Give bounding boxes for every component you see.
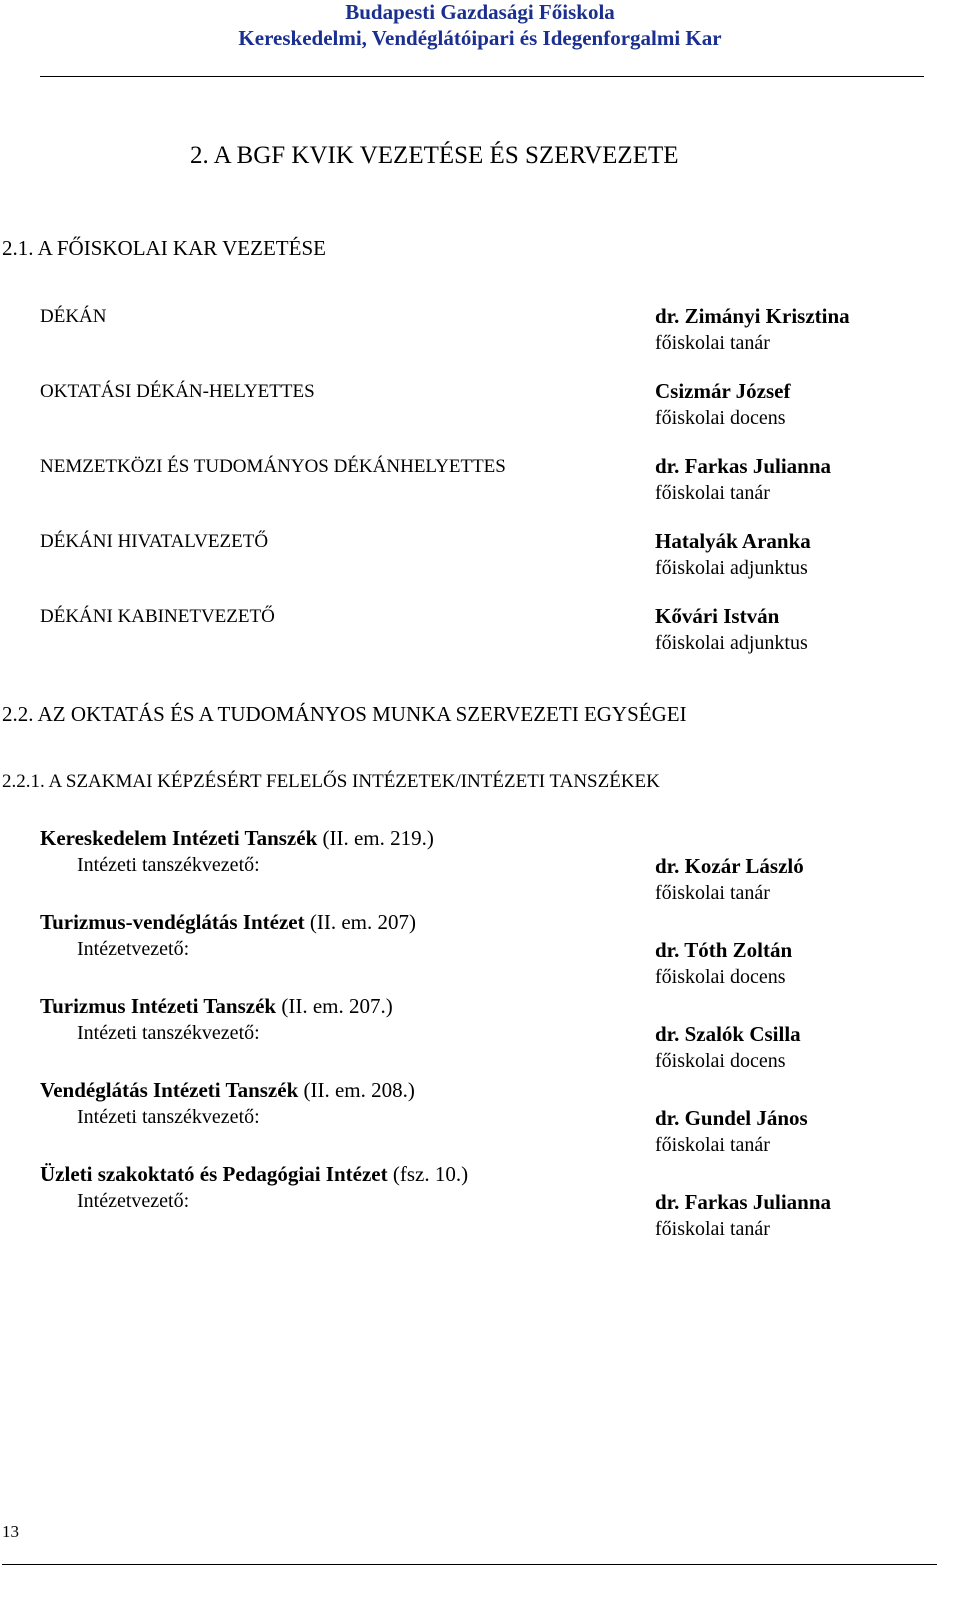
unit-lead-role: Intézeti tanszékvezető: xyxy=(77,1022,260,1044)
unit-lead-person: dr. Kozár László xyxy=(655,854,804,878)
role-label: DÉKÁN xyxy=(40,306,107,327)
section-heading-2-2 xyxy=(2,702,687,727)
header-faculty: Kereskedelmi, Vendéglátóipari és Idegenforgalmi Kar xyxy=(238,26,722,50)
unit-lead-role: Intézeti tanszékvezető: xyxy=(77,854,260,876)
unit-location: (II. em. 207.) xyxy=(281,994,393,1018)
person-name: dr. Farkas Julianna xyxy=(655,454,832,478)
unit-lead-role: Intézetvezető: xyxy=(77,1190,190,1212)
section-heading-2-1 xyxy=(2,236,326,261)
person-name: Hatalyák Aranka xyxy=(655,529,811,553)
header-institution: Budapesti Gazdasági Főiskola xyxy=(345,0,615,24)
unit-heading xyxy=(40,910,416,935)
person-title: főiskolai docens xyxy=(655,407,786,429)
role-label: OKTATÁSI DÉKÁN-HELYETTES xyxy=(40,381,315,402)
chapter-number: 2. xyxy=(190,142,209,169)
unit-lead-title: főiskolai tanár xyxy=(655,1218,770,1240)
section-title: A SZAKMAI KÉPZÉSÉRT FELELŐS INTÉZETEK/INTÉZETI TANSZÉKEK xyxy=(48,771,660,792)
person-title: főiskolai tanár xyxy=(655,332,770,354)
unit-heading xyxy=(40,826,434,851)
section-title: AZ OKTATÁS ÉS A TUDOMÁNYOS MUNKA SZERVEZETI EGYSÉGEI xyxy=(37,702,687,726)
section-heading-2-2-1 xyxy=(2,771,660,793)
section-number: 2.2. xyxy=(2,702,34,726)
section-title: A FŐISKOLAI KAR VEZETÉSE xyxy=(37,236,326,260)
unit-location: (fsz. 10.) xyxy=(392,1162,469,1186)
unit-name: Turizmus Intézeti Tanszék xyxy=(40,994,277,1018)
section-number: 2.1. xyxy=(2,236,34,260)
role-label: DÉKÁNI HIVATALVEZETŐ xyxy=(40,531,269,552)
unit-lead-person: dr. Farkas Julianna xyxy=(655,1190,832,1214)
unit-lead-title: főiskolai tanár xyxy=(655,1134,770,1156)
header-rule xyxy=(40,76,924,77)
unit-heading xyxy=(40,1078,415,1103)
unit-location: (II. em. 207) xyxy=(309,910,417,934)
unit-lead-person: dr. Gundel János xyxy=(655,1106,808,1130)
role-label: NEMZETKÖZI ÉS TUDOMÁNYOS DÉKÁNHELYETTES xyxy=(40,456,506,477)
unit-lead-title: főiskolai docens xyxy=(655,966,786,988)
unit-location: (II. em. 219.) xyxy=(322,826,434,850)
unit-lead-person: dr. Szalók Csilla xyxy=(655,1022,801,1046)
unit-lead-person: dr. Tóth Zoltán xyxy=(655,938,793,962)
unit-name: Turizmus-vendéglátás Intézet xyxy=(40,910,305,934)
unit-lead-title: főiskolai tanár xyxy=(655,882,770,904)
person-name: Kővári István xyxy=(655,604,780,628)
unit-heading xyxy=(40,994,393,1019)
person-name: dr. Zimányi Krisztina xyxy=(655,304,850,328)
page-number: 13 xyxy=(2,1522,19,1541)
chapter-title xyxy=(190,142,679,170)
person-name: Csizmár József xyxy=(655,379,791,403)
person-title: főiskolai adjunktus xyxy=(655,557,808,579)
person-title: főiskolai adjunktus xyxy=(655,632,808,654)
unit-lead-role: Intézetvezető: xyxy=(77,938,190,960)
unit-lead-title: főiskolai docens xyxy=(655,1050,786,1072)
person-title: főiskolai tanár xyxy=(655,482,770,504)
unit-location: (II. em. 208.) xyxy=(303,1078,415,1102)
unit-name: Üzleti szakoktató és Pedagógiai Intézet xyxy=(40,1162,388,1186)
role-label: DÉKÁNI KABINETVEZETŐ xyxy=(40,606,275,627)
footer-rule xyxy=(2,1564,937,1565)
section-number: 2.2.1. xyxy=(2,771,45,792)
unit-heading xyxy=(40,1162,468,1187)
unit-name: Vendéglátás Intézeti Tanszék xyxy=(40,1078,299,1102)
chapter-text: A BGF KVIK VEZETÉSE ÉS SZERVEZETE xyxy=(213,142,679,169)
unit-lead-role: Intézeti tanszékvezető: xyxy=(77,1106,260,1128)
unit-name: Kereskedelem Intézeti Tanszék xyxy=(40,826,318,850)
